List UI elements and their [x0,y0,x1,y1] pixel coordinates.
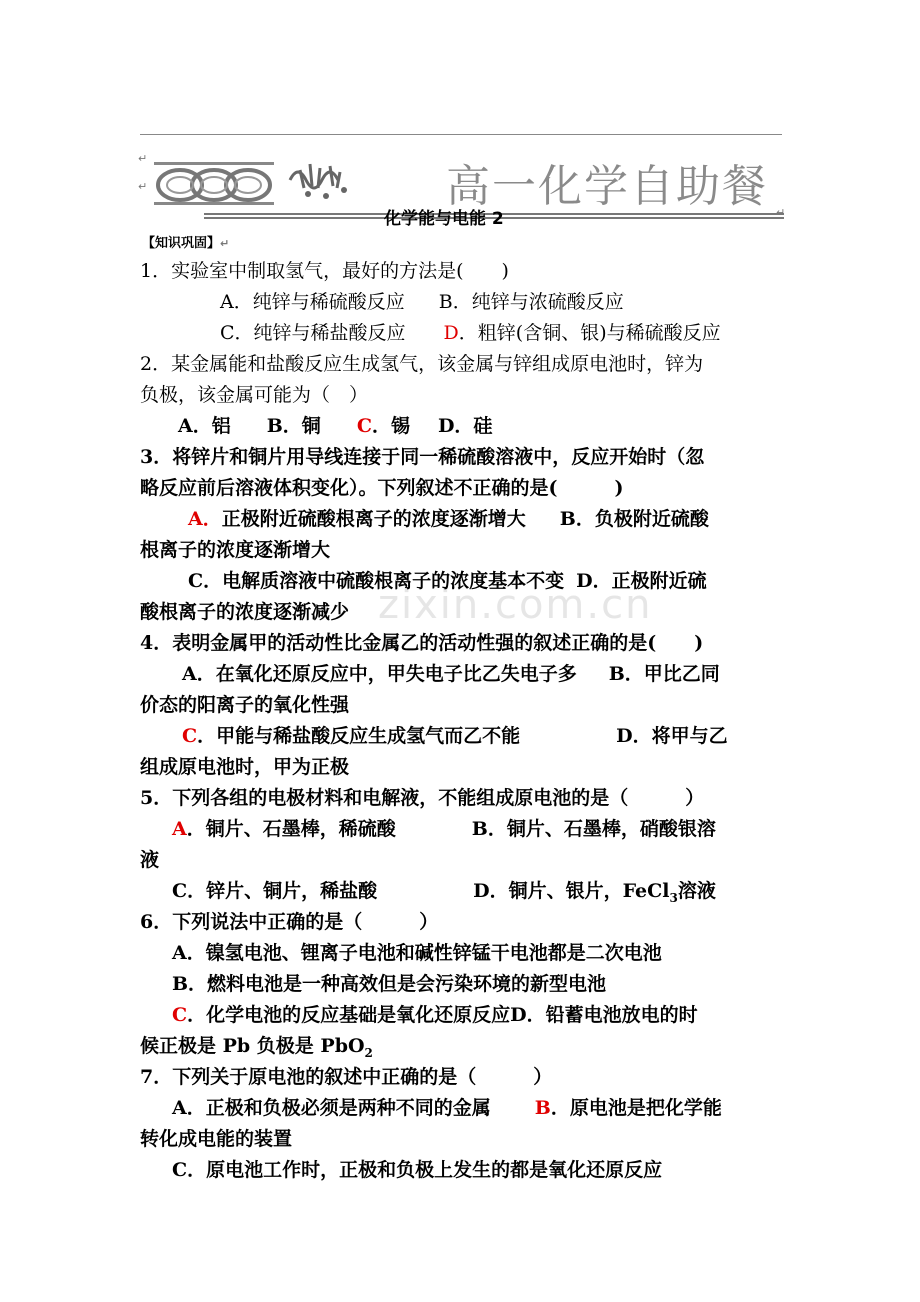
return-mark: ↵ [776,206,786,219]
question-5-options-cd [140,876,790,907]
question-7-options-ab [140,1093,790,1124]
option-b: B．铜 [266,415,321,437]
question-1-stem: 1．实验室中制取氢气，最好的方法是( ) [140,260,509,282]
answer-letter: C [356,415,372,437]
option-a: A．在氧化还原反应中，甲失电子比乙失电子多 [182,663,577,685]
answer-letter: C [182,725,198,747]
banner-title: 高一化学自助餐 [446,161,768,212]
question-3-options-cd [140,566,790,597]
option-a: 正极附近硫酸根离子的浓度逐渐增大 [221,508,526,530]
option-c: C．纯锌与稀盐酸反应 [220,322,406,344]
question-2-stem: 2．某金属能和盐酸反应生成氢气，该金属与锌组成原电池时，锌为 [140,353,704,375]
page-subtitle: 化学能与电能 2 [384,209,504,229]
question-7-option-c: C．原电池工作时，正极和负极上发生的都是氧化还原反应 [172,1159,663,1181]
question-list [140,256,790,1186]
ornament-icon [150,150,380,214]
option-d: D．将甲与乙 [616,725,728,747]
question-5-stem: 5．下列各组的电极材料和电解液，不能组成原电池的是（ ） [140,787,705,809]
option-d: D．铅蓄电池放电的时 [510,1004,698,1026]
question-6-options-cd [140,1000,790,1031]
option-d: ．粗锌(含铜、银)与稀硫酸反应 [458,322,721,344]
question-3-option-d-cont: 酸根离子的浓度逐渐减少 [140,601,350,623]
option-a: A．铝 [178,415,231,437]
question-7-stem: 7．下列关于原电池的叙述中正确的是（ ） [140,1066,553,1088]
watermark: zixin.com.cn [378,582,653,628]
option-c: ．锡 [371,415,410,437]
question-4-options-cd [140,721,790,752]
option-b: B．负极附近硫酸 [559,508,709,530]
question-6-option-d-cont: 候正极是 Pb 负极是 PbO$_2$ [140,1035,373,1060]
header-rule [140,134,782,135]
option-d: D．硅 [437,415,493,437]
question-6-option-a: A．镍氢电池、锂离子电池和碱性锌锰干电池都是二次电池 [172,942,662,964]
answer-letter: B [534,1097,551,1119]
question-4-option-b-cont: 价态的阳离子的氧化性强 [140,694,350,716]
question-3-stem: 3．将锌片和铜片用导线连接于同一稀硫酸溶液中，反应开始时（忽 [140,446,705,468]
question-4-option-d-cont: 组成原电池时，甲为正极 [140,756,350,778]
question-4-stem: 4．表明金属甲的活动性比金属乙的活动性强的叙述正确的是( ) [140,632,704,654]
option-c: C．锌片、铜片，稀盐酸 [172,880,378,902]
option-d: D．正极附近硫 [576,570,707,592]
option-a: A．纯锌与稀硫酸反应 [220,291,405,313]
answer-letter: D [443,322,459,344]
question-7-option-b-cont: 转化成电能的装置 [140,1128,293,1150]
question-1-options-cd [140,318,790,349]
option-d: D．铜片、银片，FeCl$_3$溶液 [473,880,716,905]
option-b: B．铜片、石墨棒，硝酸银溶 [471,818,716,840]
question-3-option-b-cont: 根离子的浓度逐渐增大 [140,539,331,561]
option-c: ．化学电池的反应基础是氧化还原反应 [187,1004,511,1026]
answer-letter: A． [188,508,222,530]
question-6-stem: 6．下列说法中正确的是（ ） [140,911,439,933]
option-b: B．纯锌与浓硫酸反应 [438,291,624,313]
return-mark: ↵ [138,152,148,165]
question-5-options-ab [140,814,790,845]
question-3-stem-cont: 略反应前后溶液体积变化）。下列叙述不正确的是( ) [140,477,624,499]
answer-letter: C [172,1004,188,1026]
question-3-options-ab [140,504,790,535]
option-b: ．原电池是把化学能 [550,1097,722,1119]
question-4-options-ab [140,659,790,690]
option-a: A．正极和负极必须是两种不同的金属 [172,1097,491,1119]
question-6-option-b: B．燃料电池是一种高效但是会污染环境的新型电池 [172,973,607,995]
question-2-stem-cont: 负极，该金属可能为（ ） [140,384,369,406]
answer-letter: A [172,818,187,840]
question-5-option-b-cont: 液 [140,849,160,871]
option-b: B．甲比乙同 [608,663,720,685]
return-mark: ↵ [138,180,148,193]
question-2-options [140,411,790,442]
option-a: ．铜片、石墨棒，稀硫酸 [186,818,396,840]
option-c: ．甲能与稀盐酸反应生成氢气而乙不能 [197,725,521,747]
question-1-options-ab [140,287,790,318]
option-c: C．电解质溶液中硫酸根离子的浓度基本不变 [188,570,565,592]
section-label: 【知识巩固】↵ [142,236,230,251]
